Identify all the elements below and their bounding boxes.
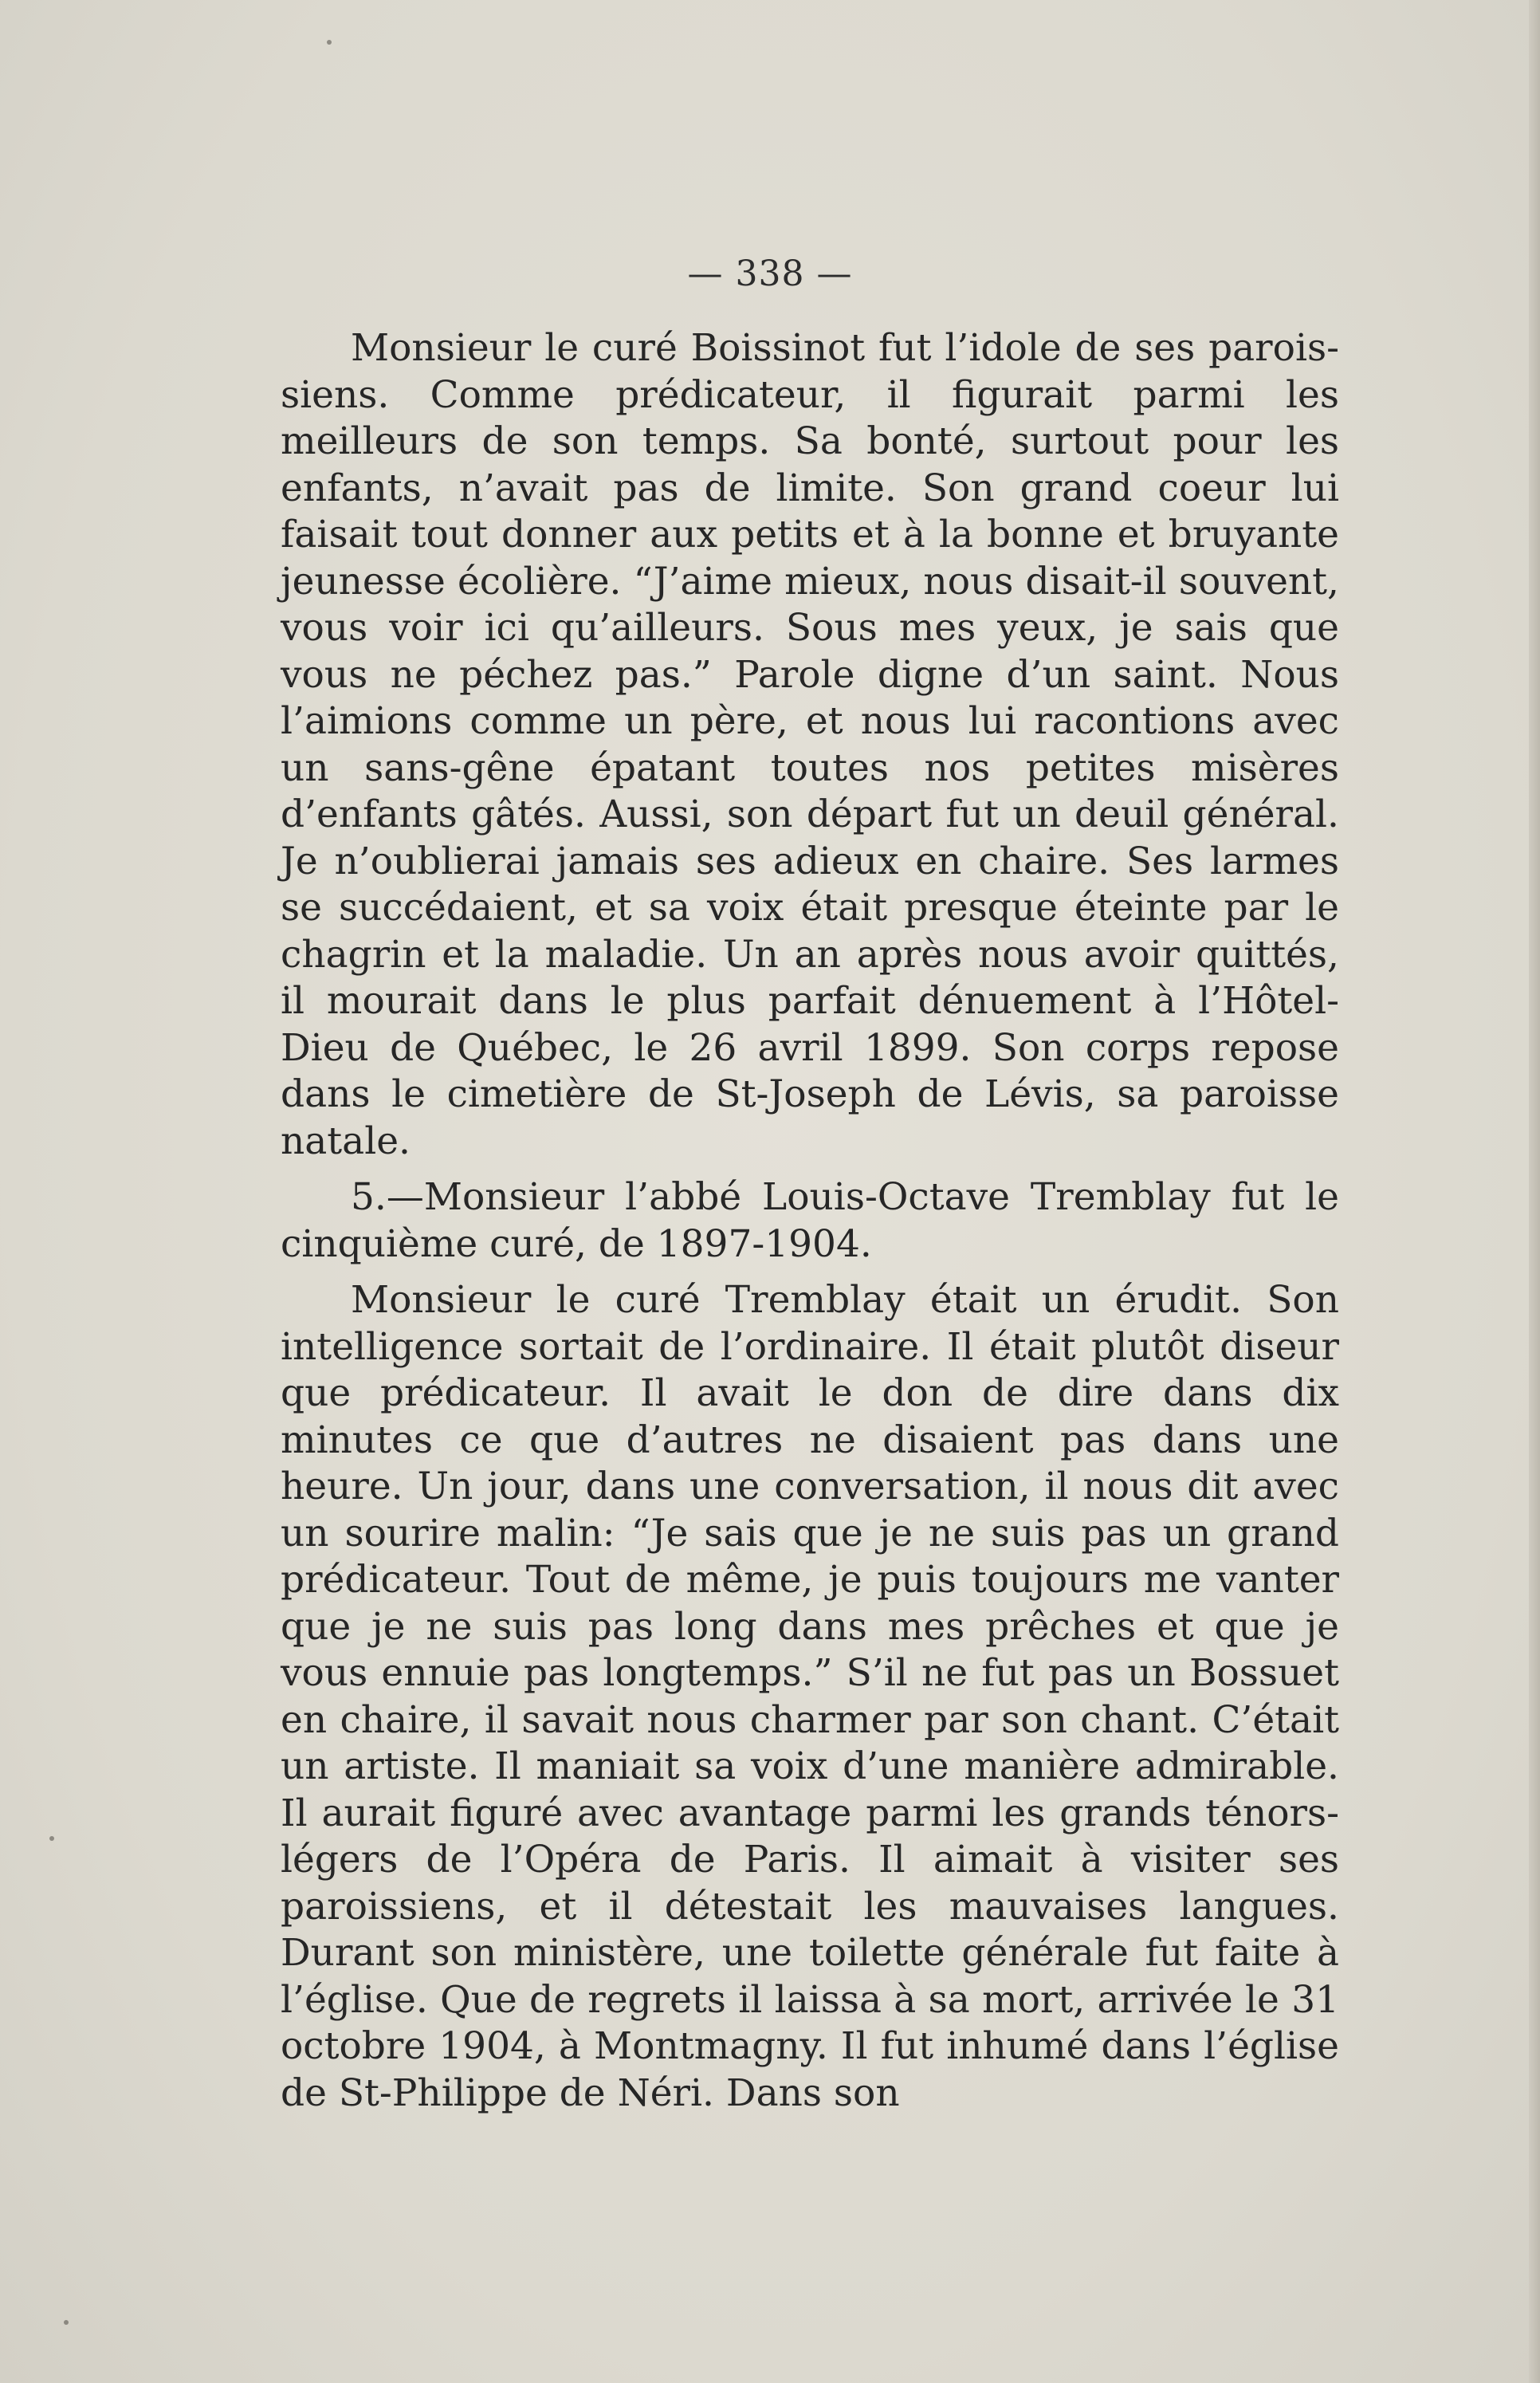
paper-speck [64,2320,69,2325]
paper-speck [327,40,332,45]
paragraph-tremblay-heading: 5.—Monsieur l’abbé Louis-Octave Tremblay fut le cinquième curé, de 1897-1904. [281,1175,1339,1266]
page-edge-shadow [1529,0,1540,2383]
paper-speck [49,1836,54,1841]
page-number: — 338 — [687,254,853,294]
body-text [281,325,1339,2126]
paragraph-boissinot: Monsieur le curé Boissinot fut l’idole de ses paroissiens. Comme prédicateur, il figurait parmi les meilleurs de son temps. Sa bonté, surtout pour les enfants, n’avait pas de limite. Son grand coeur lui faisait tout donner aux petits et à la bonne et bruyante jeunesse écolière. “J’aime mieux, nous disait-il souvent, vous voir ici qu’ailleurs. Sous mes yeux, je sais que vous ne péchez pas.” Parole digne d’un saint. Nous l’aimions comme un père, et nous lui racontions avec un sans-gêne épatant toutes nos petites misères d’enfants gâtés. Aussi, son départ fut un deuil général. Je n’oublierai jamais ses adieux en chaire. Ses larmes se succédaient, et sa voix était presque éteinte par le chagrin et la maladie. Un an après nous avoir quittés, il mourait dans le plus parfait dénuement à l’Hôtel-Dieu de Québec, le 26 avril 1899. Son corps repose dans le cimetière de St-Joseph de Lévis, sa paroisse natale. [281,326,1339,1163]
paragraph-tremblay: Monsieur le curé Tremblay était un érudit. Son intelligence sortait de l’ordinaire. Il était plutôt diseur que prédicateur. Il avait le don de dire dans dix minutes ce que d’autres ne disaient pas dans une heure. Un jour, dans une conversation, il nous dit avec un sourire malin: “Je sais que je ne suis pas un grand prédicateur. Tout de même, je puis toujours me vanter que je ne suis pas long dans mes prêches et que je vous ennuie pas longtemps.” S’il ne fut pas un Bossuet en chaire, il savait nous charmer par son chant. C’était un artiste. Il maniait sa voix d’une manière admirable. Il aurait figuré avec avantage parmi les grands ténors-légers de l’Opéra de Paris. Il aimait à visiter ses paroissiens, et il détestait les mauvaises langues. Durant son ministère, une toilette générale fut faite à l’église. Que de regrets il laissa à sa mort, arrivée le 31 octobre 1904, à Montmagny. Il fut inhumé dans l’église de St-Philippe de Néri. Dans son [281,1278,1339,2115]
